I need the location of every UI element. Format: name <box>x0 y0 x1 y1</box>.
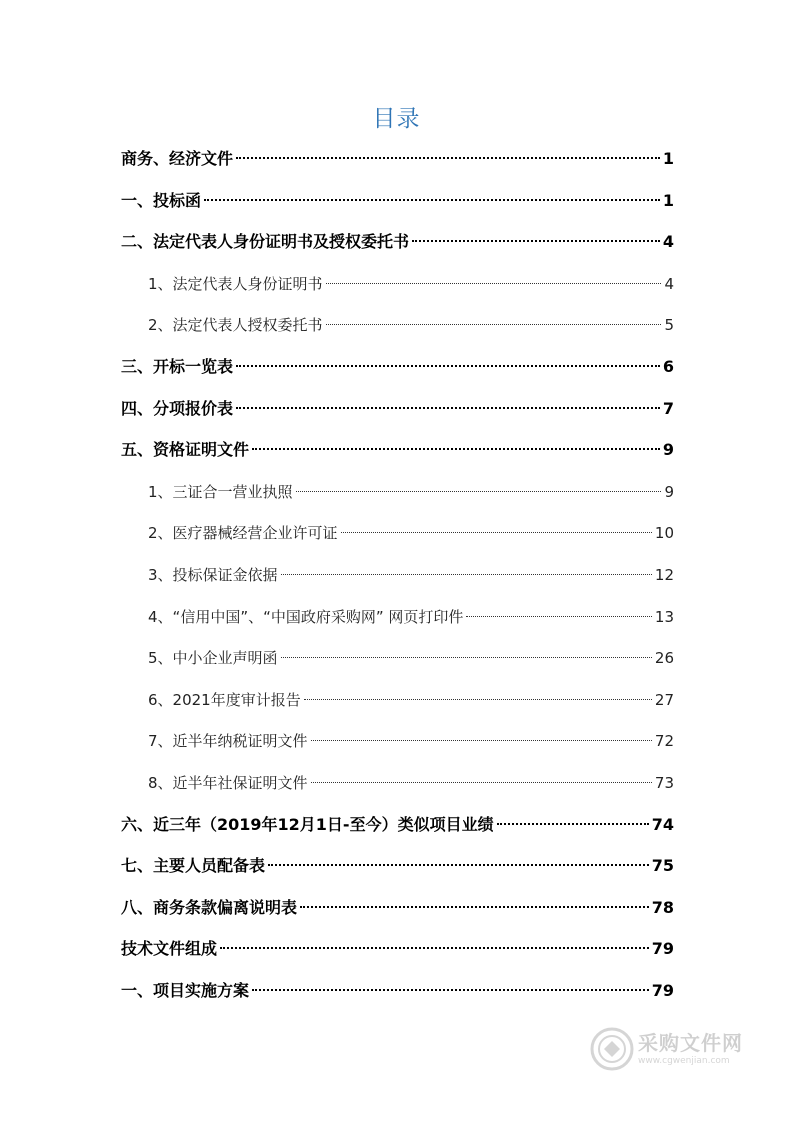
toc-entry-page-number: 12 <box>654 566 674 584</box>
toc-title: 目录 <box>372 106 421 132</box>
toc-entry-page-number: 5 <box>664 316 674 335</box>
toc-entry[interactable] <box>121 813 674 837</box>
toc-entry[interactable] <box>121 147 674 171</box>
toc-entry-page-number: 75 <box>651 856 674 876</box>
toc-dot-leader <box>341 532 652 533</box>
toc-entry-page-number: 13 <box>654 607 674 626</box>
toc-entry[interactable] <box>148 480 674 504</box>
toc-entry-label: 3、投标保证金依据 <box>148 566 278 584</box>
toc-entry-page-number: 27 <box>654 690 674 709</box>
toc-entry[interactable] <box>121 854 674 878</box>
toc-entry[interactable] <box>148 729 674 753</box>
toc-dot-leader <box>236 365 660 367</box>
toc-entry[interactable] <box>148 563 674 587</box>
toc-entry-page-number: 79 <box>651 939 674 959</box>
toc-entry-page-number: 74 <box>651 814 674 834</box>
toc-entry[interactable] <box>121 979 674 1003</box>
toc-dot-leader <box>304 699 652 700</box>
toc-entry-page-number: 7 <box>662 398 674 418</box>
toc-entry[interactable] <box>148 646 674 670</box>
toc-entry[interactable] <box>121 355 674 379</box>
toc-entry-label: 商务、经济文件 <box>121 149 234 168</box>
toc-entry-page-number: 1 <box>662 190 674 210</box>
toc-dot-leader <box>281 657 652 658</box>
toc-entry[interactable] <box>148 521 674 545</box>
toc-entry[interactable] <box>148 313 674 337</box>
toc-entry-label: 一、项目实施方案 <box>121 981 250 1000</box>
toc-entry-label: 4、“信用中国”、“中国政府采购网” 网页打印件 <box>148 607 464 626</box>
toc-dot-leader <box>236 157 660 159</box>
toc-entry[interactable] <box>148 272 674 296</box>
toc-dot-leader <box>204 199 660 201</box>
watermark <box>590 1022 760 1076</box>
toc-entry-page-number: 79 <box>651 981 674 1000</box>
toc-entry-page-number: 1 <box>662 149 674 168</box>
toc-entry[interactable] <box>148 771 674 795</box>
watermark-url: www.cgwenjian.com <box>638 1056 730 1066</box>
toc-entry-label: 四、分项报价表 <box>121 398 234 418</box>
toc-dot-leader <box>326 324 662 325</box>
toc-entry[interactable] <box>121 937 674 961</box>
toc-entry-label: 1、三证合一营业执照 <box>148 482 293 501</box>
toc-entry-label: 2、法定代表人授权委托书 <box>148 316 323 335</box>
toc-dot-leader <box>326 283 662 284</box>
toc-dot-leader <box>296 491 662 492</box>
toc-entry[interactable] <box>121 189 674 213</box>
toc-entry-page-number: 10 <box>654 524 674 543</box>
toc-entry-page-number: 26 <box>654 649 674 668</box>
toc-entry-label: 8、近半年社保证明文件 <box>148 774 308 792</box>
toc-entry[interactable] <box>121 438 674 462</box>
toc-dot-leader <box>252 448 660 450</box>
toc-dot-leader <box>466 616 652 617</box>
toc-entry-label: 二、法定代表人身份证明书及授权委托书 <box>121 232 410 252</box>
toc-entry-page-number: 6 <box>662 357 674 376</box>
toc-dot-leader <box>311 782 652 783</box>
toc-entry-label: 5、中小企业声明函 <box>148 649 278 668</box>
toc-dot-leader <box>311 740 652 741</box>
toc-entry-page-number: 73 <box>654 774 674 792</box>
toc-dot-leader <box>220 947 649 949</box>
toc-entry-label: 6、2021年度审计报告 <box>148 690 301 709</box>
toc-dot-leader <box>268 864 649 866</box>
toc-entry[interactable] <box>148 688 674 712</box>
toc-entry-label: 2、医疗器械经营企业许可证 <box>148 524 338 543</box>
toc-entry-page-number: 72 <box>654 732 674 751</box>
toc-entry[interactable] <box>148 605 674 629</box>
toc-entry-label: 技术文件组成 <box>121 939 218 959</box>
toc-entry-label: 五、资格证明文件 <box>121 440 250 460</box>
toc-entry-label: 七、主要人员配备表 <box>121 856 266 876</box>
toc-dot-leader <box>252 989 649 991</box>
toc-entry-page-number: 78 <box>651 897 674 917</box>
watermark-name: 采购文件网 <box>638 1031 743 1055</box>
toc-entry-label: 八、商务条款偏离说明表 <box>121 897 298 917</box>
toc-entry[interactable] <box>121 230 674 254</box>
toc-entry[interactable] <box>121 397 674 421</box>
cgwenjian-logo-icon <box>590 1027 634 1071</box>
toc-entry-label: 7、近半年纳税证明文件 <box>148 732 308 751</box>
toc-entry-label: 三、开标一览表 <box>121 357 234 376</box>
toc-entry-label: 六、近三年（2019年12月1日-至今）类似项目业绩 <box>121 814 494 834</box>
toc-dot-leader <box>497 823 649 825</box>
toc-entry-page-number: 4 <box>662 232 674 252</box>
toc-dot-leader <box>412 240 660 242</box>
toc-dot-leader <box>236 407 660 409</box>
toc-entry-label: 1、法定代表人身份证明书 <box>148 274 323 293</box>
toc-entry-label: 一、投标函 <box>121 190 202 210</box>
toc-entry-page-number: 9 <box>664 482 674 501</box>
toc-entry-page-number: 9 <box>662 440 674 460</box>
toc-entry-page-number: 4 <box>664 274 674 293</box>
toc-entry[interactable] <box>121 896 674 920</box>
toc-dot-leader <box>281 574 652 575</box>
toc-dot-leader <box>300 906 649 908</box>
